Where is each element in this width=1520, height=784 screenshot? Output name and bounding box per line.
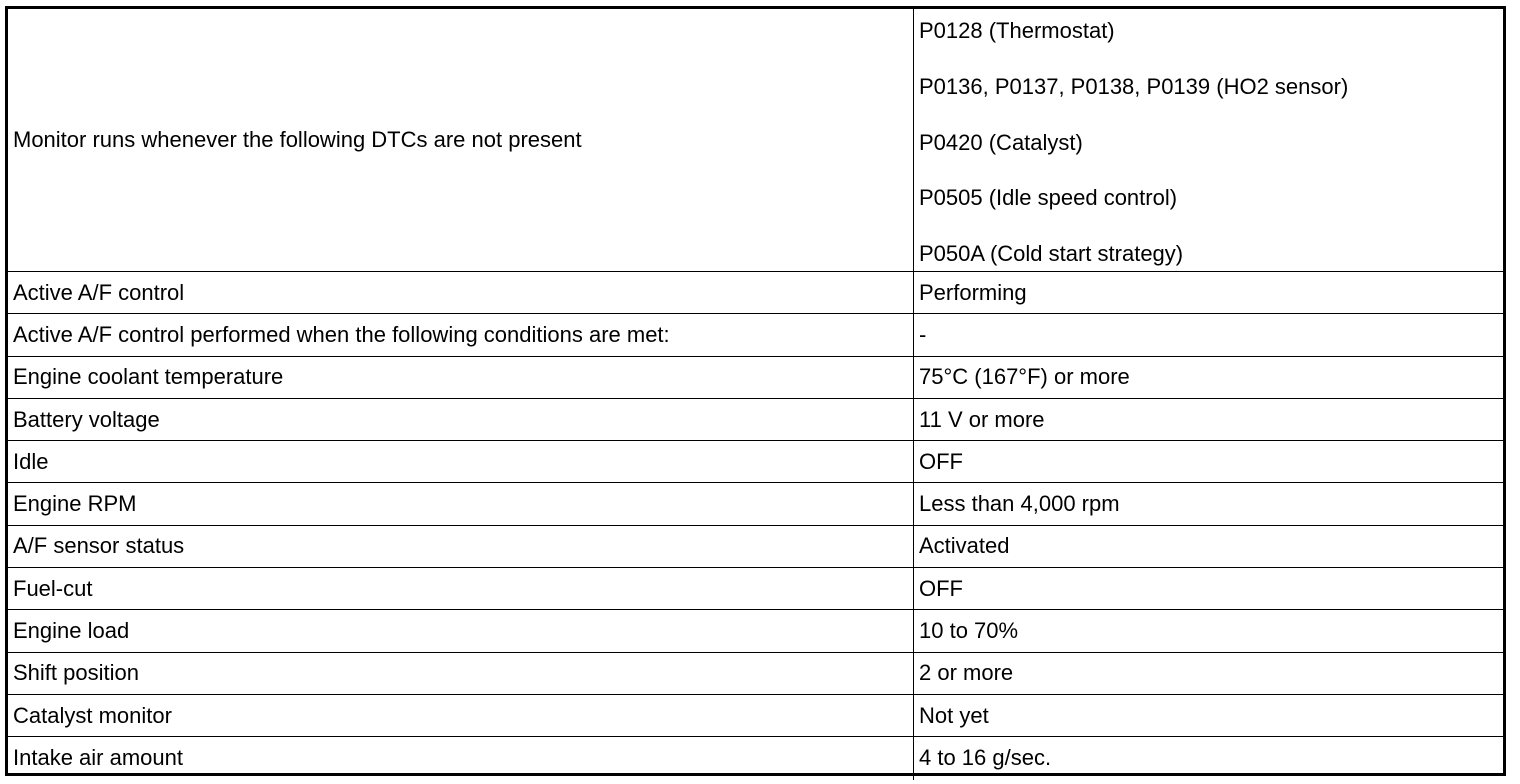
parameter-cell: A/F sensor status: [8, 526, 914, 567]
table-row: [8, 314, 1503, 356]
value-cell: 2 or more: [919, 660, 1014, 686]
value-cell: 11 V or more: [919, 406, 1045, 432]
parameter-cell: Active A/F control: [8, 272, 914, 313]
value-cell: -: [919, 321, 927, 347]
parameter-cell: Fuel-cut: [8, 568, 914, 609]
table-row-dtc: [8, 9, 1503, 272]
parameter-cell: Monitor runs whenever the following DTCs are not present: [8, 9, 914, 271]
value-cell: Performing: [919, 279, 1027, 305]
parameter-cell: Intake air amount: [8, 737, 914, 779]
table-row: [8, 568, 1503, 610]
dtc-item: P0136, P0137, P0138, P0139 (HO2 sensor): [919, 73, 1349, 99]
dtc-item: P0505 (Idle speed control): [919, 185, 1178, 211]
table-row: [8, 357, 1503, 399]
table-row: [8, 526, 1503, 568]
dtc-item: P0128 (Thermostat): [919, 18, 1115, 43]
table-row: [8, 272, 1503, 314]
table-row: [8, 653, 1503, 695]
parameter-cell: Active A/F control performed when the following conditions are met:: [8, 314, 914, 355]
conditions-table: [5, 6, 1506, 776]
parameter-cell: Idle: [8, 441, 914, 482]
dtc-item: P0420 (Catalyst): [919, 129, 1083, 155]
value-cell: OFF: [919, 448, 963, 474]
table-row: [8, 441, 1503, 483]
value-cell: 75°C (167°F) or more: [919, 364, 1130, 390]
parameter-cell: Battery voltage: [8, 399, 914, 440]
parameter-cell: Engine coolant temperature: [8, 357, 914, 398]
parameter-cell: Engine load: [8, 610, 914, 651]
dtc-item: P050A (Cold start strategy): [919, 241, 1184, 266]
dtc-list-cell: [914, 9, 1503, 271]
table-row: [8, 737, 1503, 779]
table-row: [8, 610, 1503, 652]
parameter-cell: Shift position: [8, 653, 914, 694]
value-cell: Not yet: [919, 702, 989, 728]
value-cell: OFF: [919, 575, 963, 601]
value-cell: 10 to 70%: [919, 618, 1019, 644]
table-row: [8, 695, 1503, 737]
value-cell: Activated: [919, 533, 1010, 559]
table-row: [8, 483, 1503, 525]
value-cell: Less than 4,000 rpm: [919, 491, 1120, 517]
parameter-cell: Catalyst monitor: [8, 695, 914, 736]
parameter-cell: Engine RPM: [8, 483, 914, 524]
value-cell: 4 to 16 g/sec.: [919, 745, 1052, 771]
table-row: [8, 399, 1503, 441]
